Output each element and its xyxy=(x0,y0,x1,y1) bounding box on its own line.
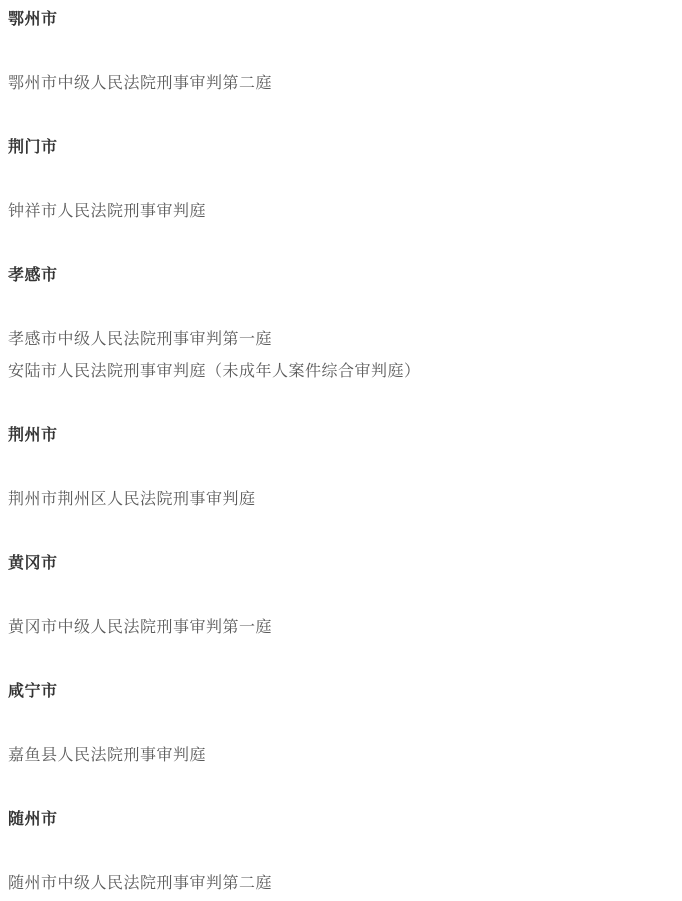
court-lines xyxy=(8,484,672,516)
city-section-suizhou xyxy=(8,804,672,900)
city-heading: 荆门市 xyxy=(8,139,58,156)
court-lines xyxy=(8,324,672,388)
city-section-jingzhou xyxy=(8,420,672,516)
court-line: 安陆市人民法院刑事审判庭（未成年人案件综合审判庭） xyxy=(8,363,421,380)
city-heading: 荆州市 xyxy=(8,427,58,444)
court-line: 随州市中级人民法院刑事审判第二庭 xyxy=(8,875,273,892)
court-lines xyxy=(8,612,672,644)
city-heading: 随州市 xyxy=(8,811,58,828)
court-line: 黄冈市中级人民法院刑事审判第一庭 xyxy=(8,619,273,636)
court-list-document xyxy=(8,4,672,900)
city-section-jingmen xyxy=(8,132,672,228)
court-line: 孝感市中级人民法院刑事审判第一庭 xyxy=(8,331,273,348)
city-section-xianning xyxy=(8,676,672,772)
court-lines xyxy=(8,196,672,228)
court-lines xyxy=(8,740,672,772)
city-section-xiaogan xyxy=(8,260,672,388)
court-lines xyxy=(8,68,672,100)
court-line: 荆州市荆州区人民法院刑事审判庭 xyxy=(8,491,256,508)
city-section-ezhou xyxy=(8,4,672,100)
court-lines xyxy=(8,868,672,900)
city-heading: 黄冈市 xyxy=(8,555,58,572)
court-line: 嘉鱼县人民法院刑事审判庭 xyxy=(8,747,207,764)
city-section-huanggang xyxy=(8,548,672,644)
court-line: 钟祥市人民法院刑事审判庭 xyxy=(8,203,207,220)
court-line: 鄂州市中级人民法院刑事审判第二庭 xyxy=(8,75,273,92)
city-heading: 孝感市 xyxy=(8,267,58,284)
city-heading: 咸宁市 xyxy=(8,683,58,700)
city-heading: 鄂州市 xyxy=(8,11,58,28)
